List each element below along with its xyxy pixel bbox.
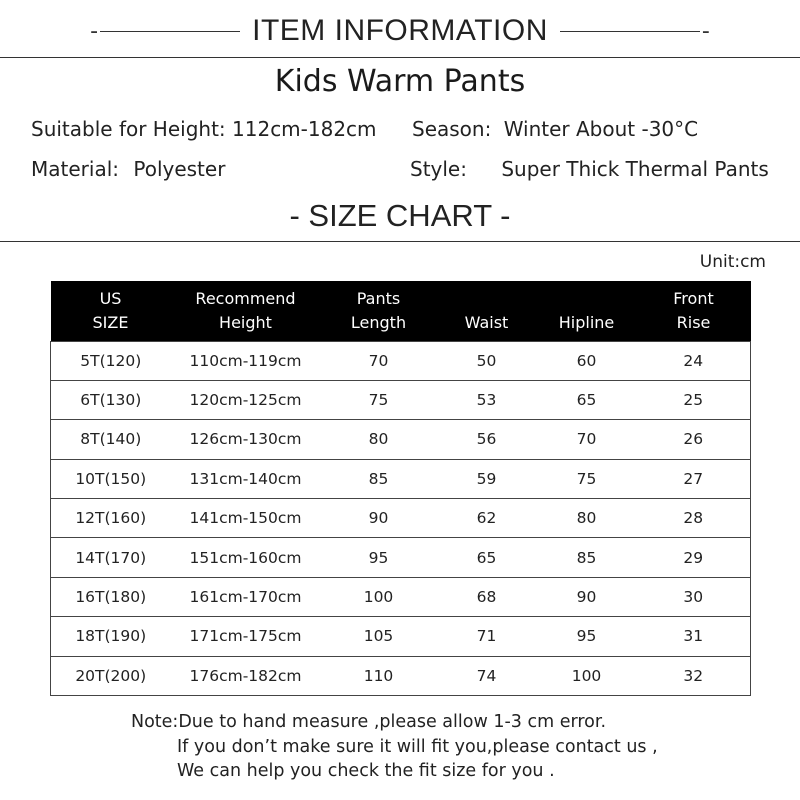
cell-front-rise: 32 — [637, 656, 751, 695]
cell-hipline: 80 — [537, 499, 637, 538]
header-waist: Waist — [464, 312, 509, 332]
material-info — [31, 157, 225, 181]
cell-waist: 53 — [437, 380, 537, 419]
table-row — [51, 459, 751, 498]
cell-waist: 56 — [437, 420, 537, 459]
height-value: 112cm-182cm — [232, 117, 377, 141]
season-info — [412, 117, 698, 141]
cell-height: 151cm-160cm — [171, 538, 321, 577]
cell-length: 85 — [321, 459, 437, 498]
cell-front-rise: 30 — [637, 577, 751, 616]
height-info — [31, 117, 377, 141]
cell-height: 126cm-130cm — [171, 420, 321, 459]
header-us-size: US SIZE — [92, 288, 129, 332]
cell-length: 70 — [368, 351, 389, 370]
table-row — [51, 499, 751, 538]
material-value: Polyester — [133, 157, 226, 181]
cell-height: 131cm-140cm — [171, 459, 321, 498]
cell-front-rise: 28 — [637, 499, 751, 538]
cell-length: 75 — [321, 380, 437, 419]
table-row — [51, 617, 751, 656]
cell-front-rise: 24 — [637, 341, 751, 380]
size-table — [50, 281, 751, 696]
cell-waist: 59 — [437, 459, 537, 498]
cell-us-size: 5T(120) — [51, 341, 171, 380]
cell-hipline: 85 — [537, 538, 637, 577]
cell-length: 105 — [321, 617, 437, 656]
section-title: ITEM INFORMATION — [252, 14, 548, 47]
cell-length: 100 — [321, 577, 437, 616]
header-recommend-height: Recommend Height — [195, 288, 296, 332]
cell-us-size: 8T(140) — [51, 420, 171, 459]
cell-height: 141cm-150cm — [171, 499, 321, 538]
section-header — [0, 8, 800, 54]
cell-waist: 74 — [437, 656, 537, 695]
cell-us-size: 10T(150) — [51, 459, 171, 498]
table-row — [51, 341, 751, 380]
product-title: Kids Warm Pants — [274, 64, 526, 99]
cell-hipline: 100 — [537, 656, 637, 695]
cell-hipline: 65 — [537, 380, 637, 419]
table-row — [51, 577, 751, 616]
cell-front-rise: 27 — [637, 459, 751, 498]
cell-height: 120cm-125cm — [171, 380, 321, 419]
cell-hipline: 95 — [537, 617, 637, 656]
table-row — [51, 656, 751, 695]
cell-front-rise: 31 — [637, 617, 751, 656]
table-row — [51, 420, 751, 459]
cell-height: 110cm-119cm — [189, 351, 302, 370]
season-value: Winter About -30°C — [503, 117, 699, 141]
cell-us-size: 6T(130) — [51, 380, 171, 419]
cell-front-rise: 29 — [637, 538, 751, 577]
style-label: Style: — [410, 157, 467, 181]
season-label: Season: — [412, 117, 492, 141]
header-pants-length: Pants Length — [350, 288, 407, 332]
table-row — [51, 538, 751, 577]
cell-waist: 62 — [437, 499, 537, 538]
cell-length: 110 — [321, 656, 437, 695]
style-info — [410, 157, 769, 181]
size-chart-title: - SIZE CHART - — [289, 198, 511, 233]
header-dash-left: - — [90, 18, 99, 44]
unit-label: Unit:cm — [699, 252, 766, 272]
cell-hipline: 90 — [537, 577, 637, 616]
cell-us-size: 20T(200) — [51, 656, 171, 695]
cell-front-rise: 25 — [637, 380, 751, 419]
divider-size-chart — [0, 241, 800, 242]
cell-front-rise: 26 — [637, 420, 751, 459]
cell-height: 161cm-170cm — [171, 577, 321, 616]
cell-waist: 65 — [437, 538, 537, 577]
note-line-1: Note:Due to hand measure ,please allow 1-3 cm error. — [131, 712, 607, 732]
cell-height: 171cm-175cm — [171, 617, 321, 656]
divider-top — [0, 57, 800, 58]
cell-hipline: 75 — [537, 459, 637, 498]
cell-hipline: 70 — [537, 420, 637, 459]
header-rule-left — [100, 31, 240, 32]
cell-length: 80 — [321, 420, 437, 459]
note-line-3: We can help you check the fit size for you . — [177, 761, 555, 781]
table-row — [51, 380, 751, 419]
style-value: Super Thick Thermal Pants — [501, 157, 769, 181]
table-header-row — [51, 281, 751, 341]
header-dash-right: - — [701, 18, 710, 44]
cell-height: 176cm-182cm — [171, 656, 321, 695]
cell-hipline: 60 — [576, 351, 597, 370]
cell-waist: 50 — [476, 351, 497, 370]
cell-length: 95 — [321, 538, 437, 577]
cell-us-size: 18T(190) — [51, 617, 171, 656]
cell-length: 90 — [321, 499, 437, 538]
cell-us-size: 14T(170) — [51, 538, 171, 577]
cell-us-size: 16T(180) — [51, 577, 171, 616]
cell-waist: 68 — [437, 577, 537, 616]
header-front-rise: Front Rise — [673, 288, 714, 332]
header-hipline: Hipline — [558, 312, 615, 332]
cell-waist: 71 — [437, 617, 537, 656]
note-line-2: If you don’t make sure it will fit you,please contact us , — [177, 737, 658, 757]
height-label: Suitable for Height: — [31, 117, 226, 141]
material-label: Material: — [31, 157, 119, 181]
header-rule-right — [560, 31, 700, 32]
cell-us-size: 12T(160) — [51, 499, 171, 538]
